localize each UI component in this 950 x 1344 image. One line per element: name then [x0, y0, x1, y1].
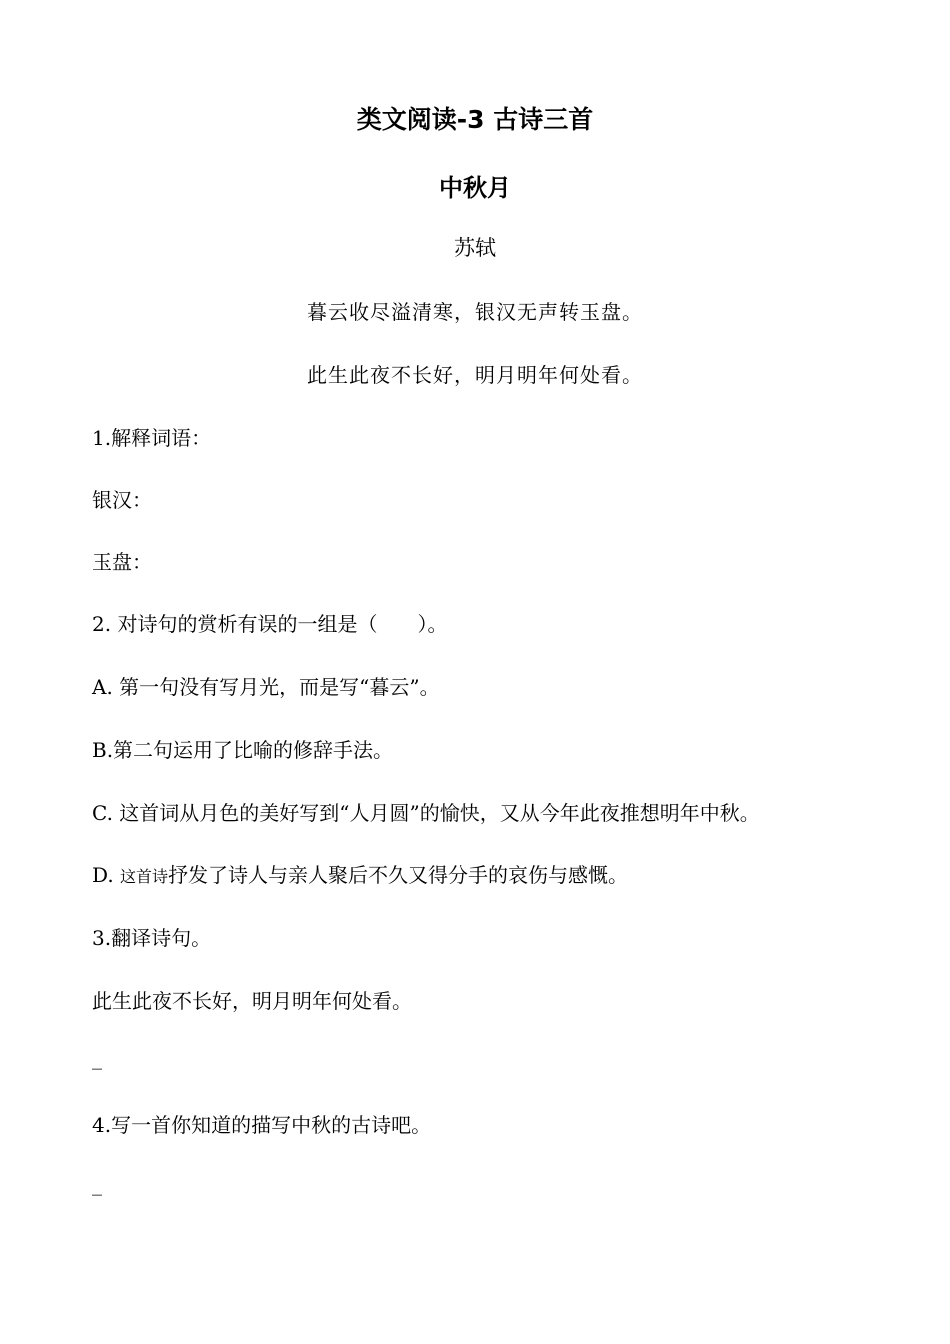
option-d-rest: 抒发了诗人与亲人聚后不久又得分手的哀伤与感慨。 [168, 863, 629, 887]
poem-line-2: 此生此夜不长好，明月明年何处看。 [307, 363, 643, 387]
poem-line-1: 暮云收尽溢清寒，银汉无声转玉盘。 [307, 300, 643, 324]
question-3-sentence: 此生此夜不长好，明月明年何处看。 [92, 989, 412, 1013]
option-d-small-text: 这首诗 [120, 867, 169, 886]
question-1-term-yinhan: 银汉： [92, 488, 152, 512]
poem-author: 苏轼 [454, 236, 496, 260]
page-title: 类文阅读-3 古诗三首 [356, 105, 594, 134]
question-4-answer-line: _ [92, 1172, 102, 1196]
option-d-prefix: D. [92, 863, 121, 887]
question-2-option-a: A. 第一句没有写月光，而是写“暮云”。 [92, 675, 440, 699]
question-3-prompt: 3.翻译诗句。 [92, 926, 212, 950]
question-2-option-b: B.第二句运用了比喻的修辞手法。 [92, 738, 394, 762]
question-1-term-yupan: 玉盘： [92, 550, 152, 574]
question-1-prompt: 1.解释词语： [92, 426, 212, 450]
question-4-prompt: 4.写一首你知道的描写中秋的古诗吧。 [92, 1113, 432, 1137]
question-2-option-d [92, 859, 628, 888]
poem-title: 中秋月 [439, 174, 511, 202]
question-3-answer-line: _ [92, 1046, 102, 1070]
question-2-option-c: C. 这首词从月色的美好写到“人月圆”的愉快，又从今年此夜推想明年中秋。 [92, 801, 760, 825]
question-2-prompt: 2. 对诗句的赏析有误的一组是（ ）。 [92, 612, 448, 636]
